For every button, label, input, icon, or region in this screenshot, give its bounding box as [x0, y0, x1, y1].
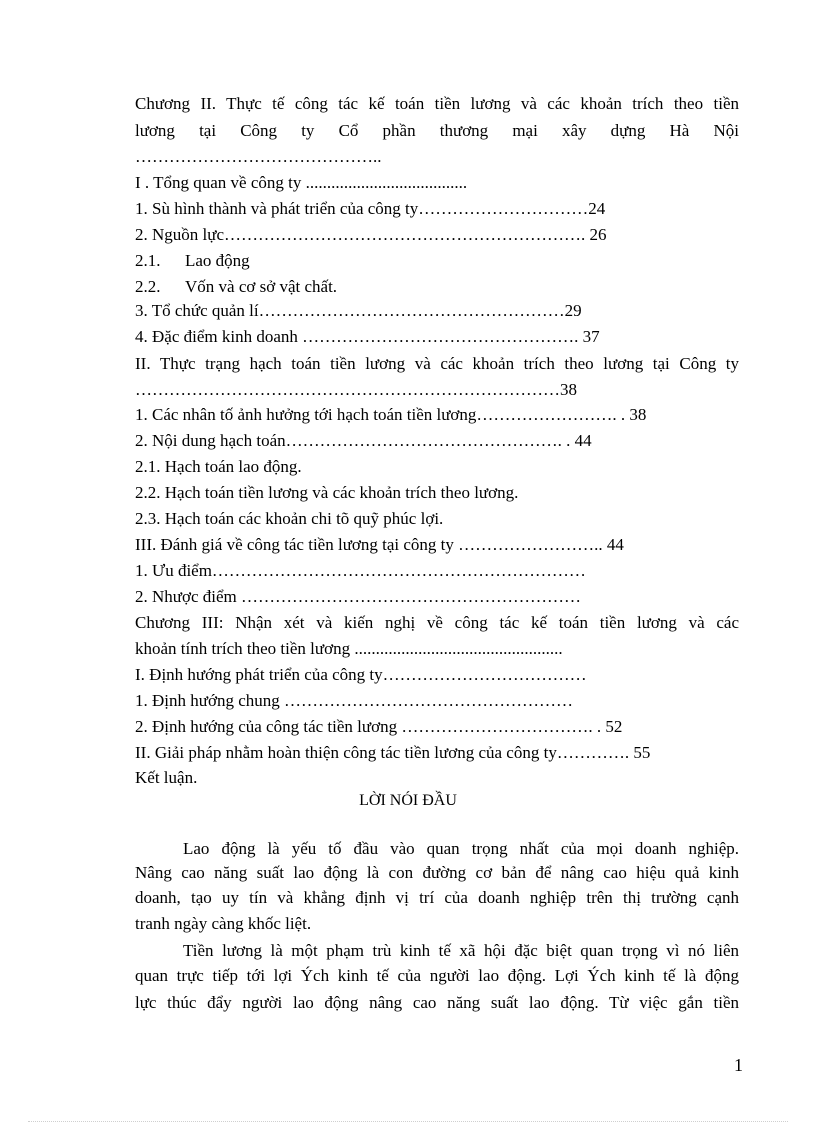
toc-line: …………………………………………………………………38	[135, 380, 577, 399]
body-line: Lao động là yếu tố đầu vào quan trọng nhất của mọi doanh nghiệp.	[183, 839, 739, 858]
toc-line: lương tại Công ty Cổ phần thương mại xây dựng Hà Nội	[135, 121, 739, 140]
toc-line: 1. Định hướng chung ……………………………………………	[135, 691, 573, 710]
page-bottom-divider	[28, 1121, 788, 1122]
toc-line: III. Đánh giá về công tác tiền lương tại công ty …………………….. 44	[135, 535, 624, 554]
toc-line: 1. Ưu điểm…………………………………………………………	[135, 561, 586, 580]
toc-number: 2.1.	[135, 251, 161, 270]
toc-line: Vốn và cơ sở vật chất.	[185, 277, 338, 296]
toc-line: I. Định hướng phát triển của công ty………………………………	[135, 665, 587, 684]
toc-line: 2. Nguồn lực………………………………………………………. 26	[135, 225, 607, 244]
body-line: tranh ngày càng khốc liệt.	[135, 914, 312, 933]
toc-line: 1. Các nhân tố ảnh hưởng tới hạch toán tiền lương……………………. . 38	[135, 405, 647, 424]
body-line: Tiền lương là một phạm trù kinh tế xã hội đặc biệt quan trọng vì nó liên	[183, 941, 739, 960]
section-heading: LỜI NÓI ĐẦU	[359, 792, 457, 809]
page-number: 1	[734, 1055, 743, 1075]
toc-line: 3. Tổ chức quản lí………………………………………………29	[135, 301, 582, 320]
toc-number: 2.2.	[135, 277, 161, 296]
toc-line: 2. Định hướng của công tác tiền lương ……………………………. . 52	[135, 717, 623, 736]
toc-line: II. Thực trạng hạch toán tiền lương và các khoản trích theo lương tại Công ty	[135, 354, 739, 373]
toc-line: 2. Nội dung hạch toán…………………………………………. . 44	[135, 431, 592, 450]
toc-line: Chương III: Nhận xét và kiến nghị về công tác kế toán tiền lương và các	[135, 613, 739, 632]
body-line: lực thúc đẩy người lao động nâng cao năng suất lao động. Từ việc gắn tiền	[135, 993, 739, 1012]
toc-line: 4. Đặc điểm kinh doanh …………………………………………. 37	[135, 327, 600, 346]
toc-line: 2. Nhược điểm ……………………………………………………	[135, 587, 582, 606]
toc-line: 2.1. Hạch toán lao động.	[135, 457, 302, 476]
toc-line: khoản tính trích theo tiền lương .................................................	[135, 639, 563, 658]
toc-line: I . Tổng quan về công ty ......................................	[135, 173, 468, 192]
toc-line: 1. Sù hình thành và phát triển của công ty…………………………24	[135, 199, 606, 218]
body-line: Nâng cao năng suất lao động là con đường cơ bản để nâng cao hiệu quả kinh	[135, 863, 739, 882]
toc-line: 2.2. Hạch toán tiền lương và các khoản trích theo lương.	[135, 483, 519, 502]
toc-line: II. Giải pháp nhằm hoàn thiện công tác tiền lương của công ty…………. 55	[135, 743, 651, 762]
body-line: quan trực tiếp tới lợi Ých kinh tế của người lao động. Lợi Ých kinh tế là động	[135, 966, 739, 985]
toc-line: Lao động	[185, 251, 250, 270]
toc-line: Chương II. Thực tế công tác kế toán tiền lương và các khoản trích theo tiền	[135, 94, 739, 113]
toc-line: ……………………………………..	[135, 147, 382, 166]
toc-line: 2.3. Hạch toán các khoản chi tõ quỹ phúc lợi.	[135, 509, 444, 528]
body-line: doanh, tạo uy tín và khẳng định vị trí của doanh nghiệp trên thị trường cạnh	[135, 888, 739, 907]
toc-line: Kết luận.	[135, 768, 198, 787]
